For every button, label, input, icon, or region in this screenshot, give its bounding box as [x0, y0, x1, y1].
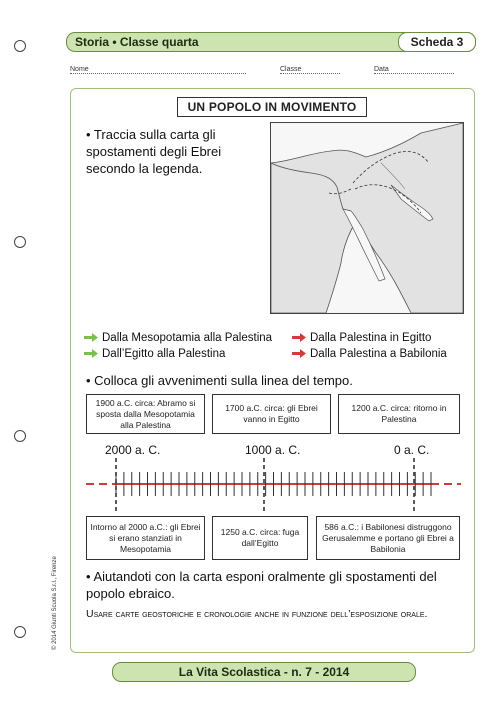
- class-label: Classe: [280, 66, 302, 73]
- event-box[interactable]: 1200 a.C. circa: ritorno in Palestina: [338, 394, 460, 434]
- red-arrow-icon: [292, 333, 306, 342]
- event-box[interactable]: 586 a.C.: i Babilonesi distruggono Gerusalemme e portano gli Ebrei a Babilonia: [316, 516, 460, 560]
- task-trace-map: • Traccia sulla carta gli spostamenti degli Ebrei secondo la legenda.: [86, 127, 222, 176]
- name-label: Nome: [70, 66, 89, 73]
- timeline-ticks: [86, 458, 461, 514]
- legend-item: Dalla Mesopotamia alla Palestina: [84, 332, 272, 344]
- timeline-label: 1000 a. C.: [245, 443, 301, 457]
- date-label: Data: [374, 66, 389, 73]
- footer-bar: La Vita Scolastica - n. 7 - 2014: [112, 662, 416, 682]
- event-box[interactable]: 1250 a.C. circa: fuga dall’Egitto: [212, 516, 308, 560]
- class-field[interactable]: [280, 66, 340, 74]
- timeline-label: 0 a. C.: [394, 443, 430, 457]
- middle-east-map[interactable]: [270, 122, 464, 314]
- sheet-label: Scheda 3: [398, 32, 476, 52]
- binder-hole: [14, 430, 26, 442]
- legend-item: Dalla Palestina in Egitto: [292, 332, 431, 344]
- timeline[interactable]: [86, 458, 461, 518]
- timeline-label: 2000 a. C.: [105, 443, 161, 457]
- subject-label: Storia • Classe quarta: [75, 35, 199, 49]
- green-arrow-icon: [84, 333, 98, 342]
- header-bar: [66, 32, 476, 52]
- legend-item: Dall’Egitto alla Palestina: [84, 348, 225, 360]
- copyright-text: © 2014 Giunti Scuola S.r.l., Firenze: [52, 556, 58, 650]
- binder-hole: [14, 236, 26, 248]
- date-field[interactable]: [374, 66, 454, 74]
- task-timeline: • Colloca gli avvenimenti sulla linea del tempo.: [86, 373, 353, 388]
- binder-hole: [14, 626, 26, 638]
- name-field[interactable]: [70, 66, 246, 74]
- event-box[interactable]: 1700 a.C. circa: gli Ebrei vanno in Egitto: [212, 394, 331, 434]
- binder-hole: [14, 40, 26, 52]
- event-box[interactable]: Intorno al 2000 a.C.: gli Ebrei si erano stanziati in Mesopotamia: [86, 516, 205, 560]
- task-oral: • Aiutandoti con la carta esponi oralmente gli spostamenti del popolo ebraico.: [86, 569, 437, 601]
- teacher-note: Usare carte geostoriche e cronologie anche in funzione dell’esposizione orale.: [86, 608, 428, 620]
- event-box[interactable]: 1900 a.C. circa: Abramo si sposta dalla Mesopotamia alla Palestina: [86, 394, 205, 434]
- green-arrow-icon: [84, 349, 98, 358]
- worksheet-title: UN POPOLO IN MOVIMENTO: [177, 97, 367, 117]
- red-arrow-icon: [292, 349, 306, 358]
- legend-item: Dalla Palestina a Babilonia: [292, 348, 447, 360]
